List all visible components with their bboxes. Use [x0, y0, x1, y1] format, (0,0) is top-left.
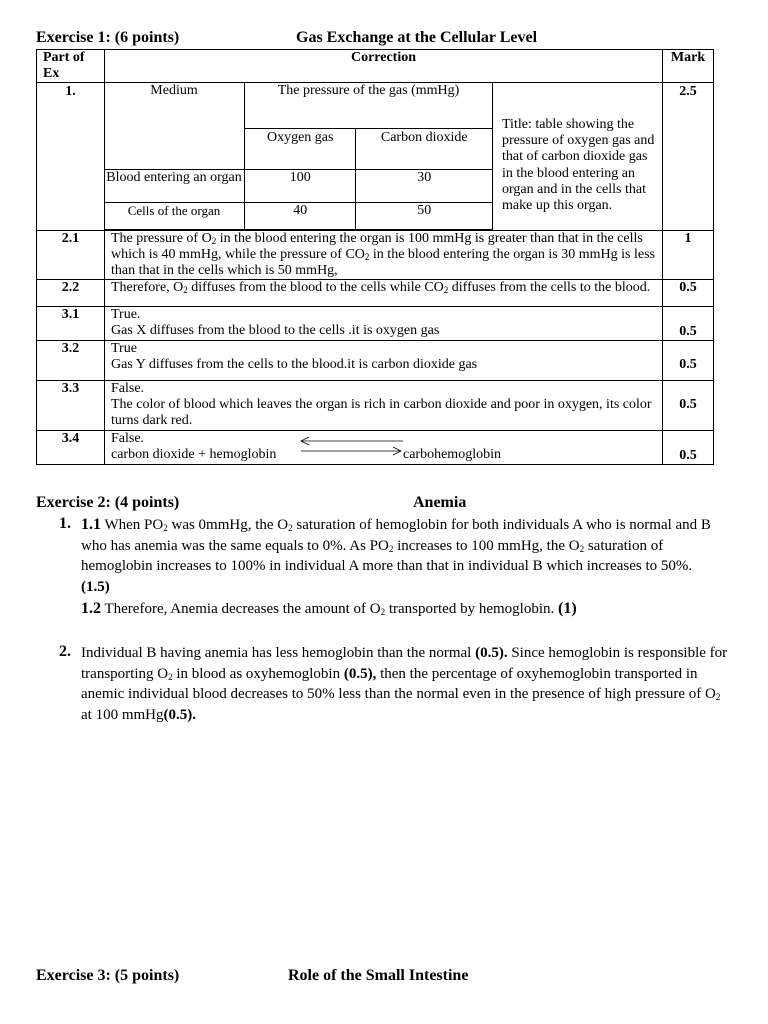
part-label: 3.2 [37, 341, 105, 381]
col-part-header: Part of Ex [37, 50, 105, 83]
correction-table [36, 49, 714, 465]
reaction-product: carbohemoglobin [403, 447, 501, 462]
mark-value: 2.5 [663, 83, 714, 231]
exercise3-title: Role of the Small Intestine [288, 967, 469, 984]
reversible-arrow-icon [299, 436, 405, 456]
table-header-row [37, 50, 714, 83]
answer-text: Therefore, $O_2$ diffuses from the blood to the cells while $CO_2$ diffuses from the cells to the blood. [105, 280, 663, 307]
part-label: 3.4 [37, 431, 105, 465]
part-label: 2.2 [37, 280, 105, 307]
mark-value: 0.5 [663, 431, 714, 465]
exercise3-heading: Exercise 3: (5 points) [36, 967, 180, 984]
exercise1-title: Gas Exchange at the Cellular Level [296, 29, 538, 46]
answer-text: False. The color of blood which leaves the organ is rich in carbon dioxide and poor in oxygen, its color turns dark red. [105, 381, 663, 431]
table-row-2-2 [37, 280, 714, 307]
co2-header: Carbon dioxide [356, 128, 493, 169]
table-title-note: Title: table showing the pressure of oxygen gas and that of carbon dioxide gas in the blood entering an organ and in the cells that make up this organ. [502, 117, 655, 214]
answer-1-2: 1.2 Therefore, Anemia decreases the amount of $O_2$ transported by hemoglobin. (1) [81, 600, 577, 617]
pressure-header: The pressure of the gas (mmHg) [245, 82, 493, 128]
exercise2-heading: Exercise 2: (4 points) [36, 494, 180, 511]
row-cells-co2: 50 [356, 202, 493, 229]
col-correction-header: Correction [105, 50, 663, 83]
part-label: 3.1 [37, 307, 105, 341]
item-number: 1. [59, 515, 71, 532]
exercise1-heading: Exercise 1: (6 points) [36, 29, 180, 46]
part-label: 2.1 [37, 231, 105, 280]
pressure-table [104, 82, 493, 230]
answer-text: True Gas Y diffuses from the cells to the blood.it is carbon dioxide gas [105, 341, 663, 381]
answer-text: True. Gas X diffuses from the blood to the cells .it is oxygen gas [105, 307, 663, 341]
row-cells-o2: 40 [245, 202, 356, 229]
row-blood-label: Blood entering an organ [104, 169, 245, 202]
reaction-reactants: carbon dioxide + hemoglobin [111, 447, 277, 462]
table-row-1 [37, 83, 714, 231]
item-number: 2. [59, 643, 71, 660]
table-row-3-1 [37, 307, 714, 341]
medium-header: Medium [104, 82, 245, 169]
row-blood-o2: 100 [245, 169, 356, 202]
table-row-3-3 [37, 381, 714, 431]
row-blood-co2: 30 [356, 169, 493, 202]
mark-value: 1 [663, 231, 714, 280]
part-label: 1. [37, 83, 105, 231]
table-row-3-4 [37, 431, 714, 465]
answer-1-1: 1.1 When $PO_2$ was 0mmHg, the $O_2$ saturation of hemoglobin for both individuals A who is normal and B who has anemia was the same equals to 0%. As $PO_2$ increases to 100 mmHg, the $O_2$ saturation of hemoglobin increases to 100% in individual A more than that in individual B which increases to 50%. (1.5) [81, 516, 711, 595]
mark-value: 0.5 [663, 307, 714, 341]
answer-2: Individual B having anemia has less hemoglobin than the normal (0.5). Since hemoglobin is responsible for transporting $O_2$ in blood as oxyhemoglobin (0.5), then the percentage of oxyhemoglobin transported in anemic individual blood decreases to 50% less than the normal even in the presence of high pressure of $O_2$ at 100 mmHg(0.5). [81, 645, 728, 723]
answer-text: The pressure of $O_2$ in the blood entering the organ is 100 mmHg is greater than that in the cells which is 40 mmHg, while the pressure of $CO_2$ in the blood entering the organ is 30 mmHg is less than that in the cells which is 50 mmHg, [105, 231, 663, 280]
col-mark-header: Mark [663, 50, 714, 83]
row-cells-label: Cells of the organ [104, 202, 245, 229]
q1-cell [105, 83, 663, 231]
answer-text: False. carbon dioxide + hemoglobin carbohemoglobin [105, 431, 663, 465]
mark-value: 0.5 [663, 381, 714, 431]
part-label: 3.3 [37, 381, 105, 431]
mark-value: 0.5 [663, 280, 714, 307]
table-row-2-1 [37, 231, 714, 280]
exercise2-title: Anemia [413, 494, 467, 511]
mark-value: 0.5 [663, 341, 714, 381]
oxygen-header: Oxygen gas [245, 128, 356, 169]
table-row-3-2 [37, 341, 714, 381]
